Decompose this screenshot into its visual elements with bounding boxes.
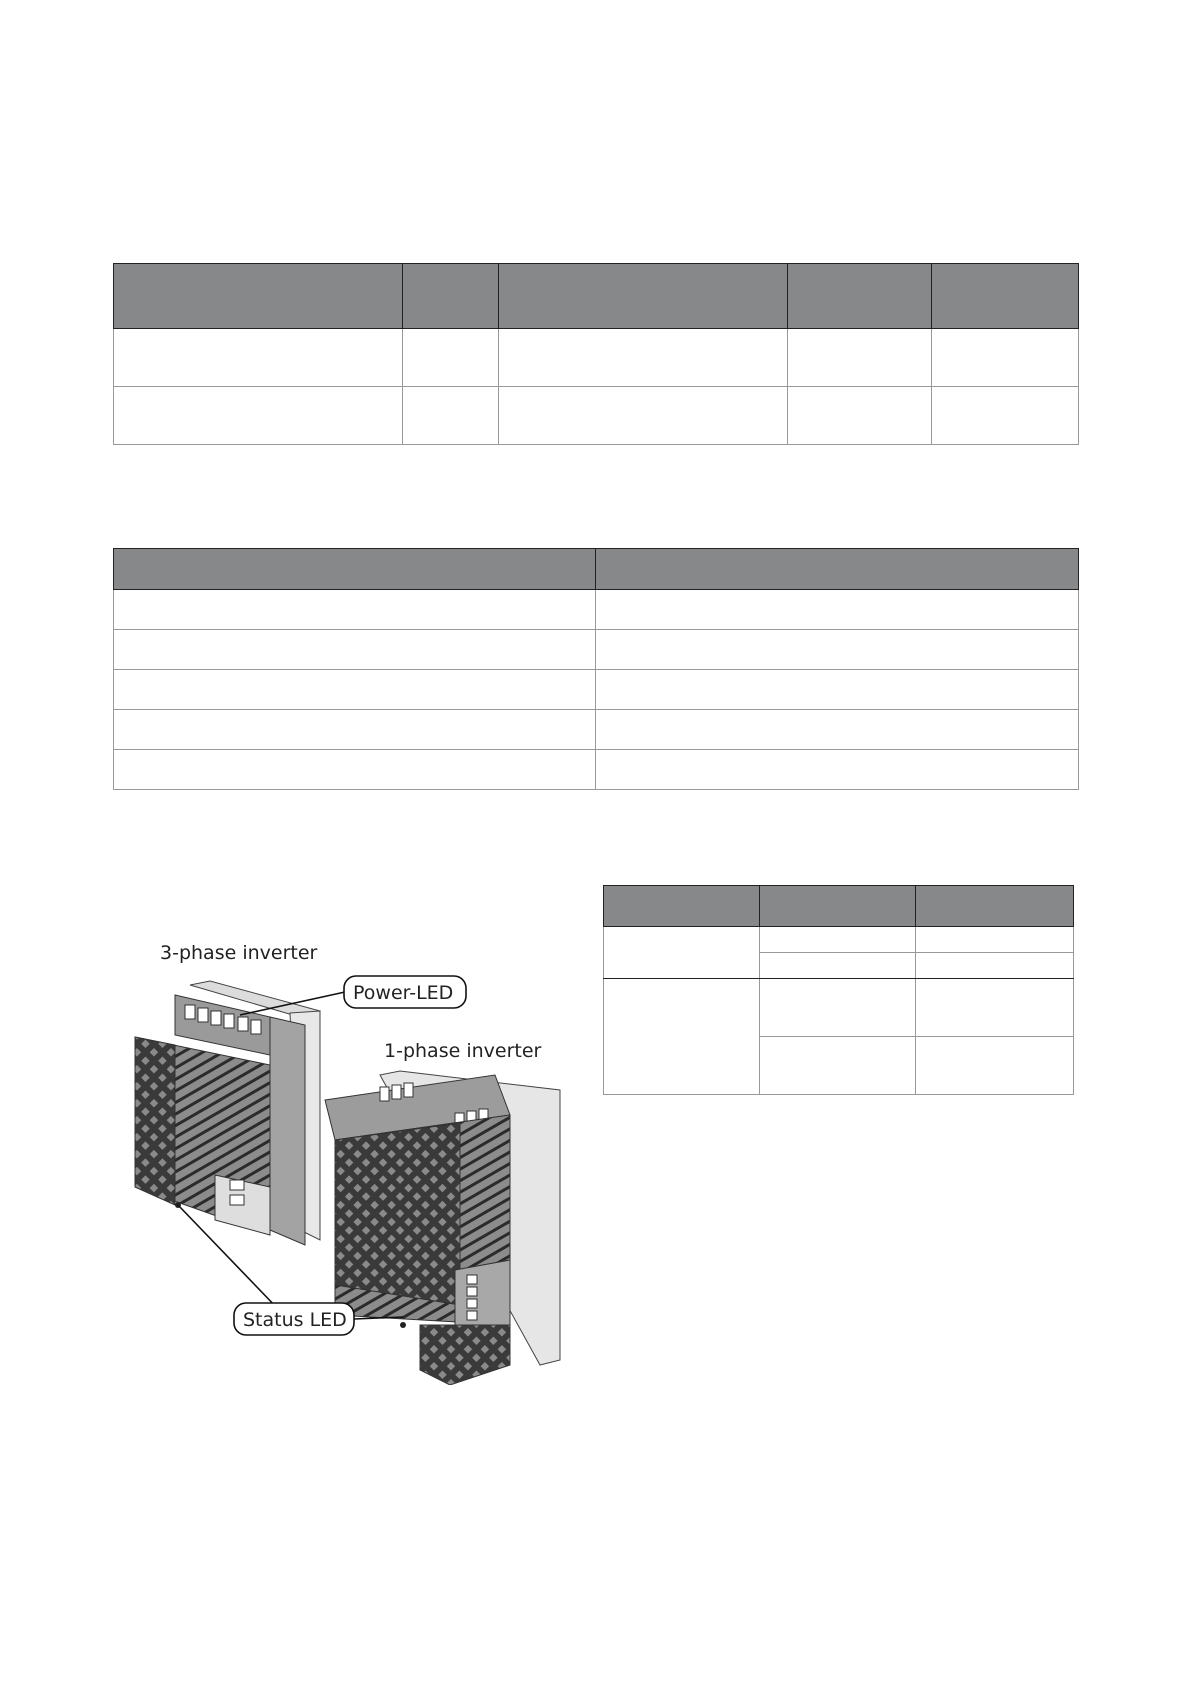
table-row [114, 329, 1079, 387]
table-header-row [604, 886, 1074, 927]
table-cell [760, 1037, 916, 1095]
table-header-cell [114, 264, 403, 329]
inverter-illustration [120, 925, 580, 1385]
table-cell [916, 953, 1074, 979]
table-header-cell [916, 886, 1074, 927]
table-header-row [114, 264, 1079, 329]
table-cell [596, 710, 1079, 750]
table-cell [760, 953, 916, 979]
status-led-callout: Status LED [243, 1309, 347, 1331]
table-cell [499, 387, 788, 445]
table-cell [596, 630, 1079, 670]
table-cell [114, 590, 596, 630]
table-cell [499, 329, 788, 387]
table-cell [760, 979, 916, 1037]
table-row [114, 710, 1079, 750]
table-row [604, 979, 1074, 1037]
table-row [114, 670, 1079, 710]
table-cell [114, 630, 596, 670]
table-header-cell [596, 549, 1079, 590]
table-header-cell [788, 264, 932, 329]
table-cell [114, 670, 596, 710]
table-header-cell [604, 886, 760, 927]
table-cell [604, 979, 760, 1095]
table-cell [403, 329, 499, 387]
table-cell [114, 710, 596, 750]
table-cell [596, 590, 1079, 630]
label-1-phase-inverter: 1-phase inverter [384, 1040, 542, 1062]
table-cell [114, 329, 403, 387]
table-header-cell [114, 549, 596, 590]
table-row [114, 590, 1079, 630]
table-3 [603, 885, 1074, 1095]
one-phase-inverter [325, 1071, 560, 1385]
table-cell [760, 927, 916, 953]
table-cell [114, 750, 596, 790]
three-phase-inverter [135, 981, 320, 1245]
table-cell [916, 927, 1074, 953]
table-header-cell [499, 264, 788, 329]
table-row [604, 927, 1074, 953]
label-3-phase-inverter: 3-phase inverter [160, 942, 318, 964]
table-cell [114, 387, 403, 445]
table-cell [788, 387, 932, 445]
table-cell [403, 387, 499, 445]
power-led-callout: Power-LED [353, 982, 454, 1004]
table-cell [596, 670, 1079, 710]
table-cell [932, 329, 1079, 387]
table-header-cell [403, 264, 499, 329]
table-cell [916, 979, 1074, 1037]
table-cell [604, 927, 760, 979]
table-cell [916, 1037, 1074, 1095]
table-row [114, 387, 1079, 445]
table-row [114, 630, 1079, 670]
table-cell [932, 387, 1079, 445]
table-row [114, 750, 1079, 790]
table-header-cell [760, 886, 916, 927]
table-header-row [114, 549, 1079, 590]
table-cell [788, 329, 932, 387]
table-2 [113, 548, 1079, 790]
table-1 [113, 263, 1079, 445]
table-header-cell [932, 264, 1079, 329]
table-cell [596, 750, 1079, 790]
